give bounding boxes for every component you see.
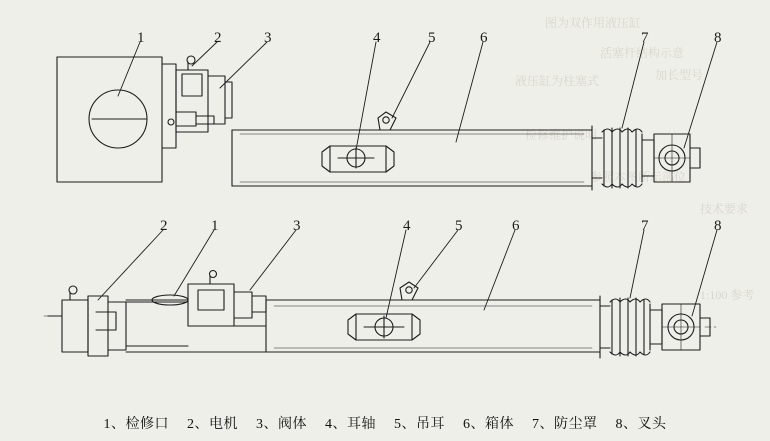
ghost-text-2: 液压缸为柱塞式 <box>515 74 600 88</box>
callout-side-view-1: 1 <box>211 218 219 234</box>
callout-top-view-2: 2 <box>214 30 222 46</box>
callout-top-view-7: 7 <box>641 30 649 46</box>
ghost-text-0: 图为双作用液压缸 <box>545 16 642 30</box>
legend-item-2: 2、电机 <box>187 417 238 432</box>
legend-item-1: 1、检修口 <box>103 417 169 432</box>
callout-side-view-4: 4 <box>403 218 411 234</box>
legend-item-5: 5、吊耳 <box>394 417 445 432</box>
legend <box>0 413 770 433</box>
callout-side-view-3: 3 <box>293 218 301 234</box>
legend-label-6: 、箱体 <box>470 417 514 432</box>
legend-item-4: 4、耳轴 <box>325 417 376 432</box>
legend-label-7: 、防尘罩 <box>539 417 598 432</box>
ghost-text-6: 技术要求 <box>700 202 749 216</box>
ghost-text-3: 加长型号 <box>655 68 704 82</box>
legend-item-6: 6、箱体 <box>463 417 514 432</box>
callout-side-view-5: 5 <box>455 218 463 234</box>
legend-item-8: 8、叉头 <box>615 417 667 432</box>
callout-side-view-8: 8 <box>714 218 722 234</box>
callout-top-view-5: 5 <box>428 30 436 46</box>
legend-label-3: 、阀体 <box>263 417 307 432</box>
legend-item-7: 7、防尘罩 <box>532 417 598 432</box>
legend-label-2: 、电机 <box>194 417 238 432</box>
legend-label-4: 、耳轴 <box>332 417 376 432</box>
legend-label-5: 、吊耳 <box>401 417 445 432</box>
ghost-text-1: 活塞杆结构示意 <box>600 46 685 60</box>
legend-label-1: 、检修口 <box>111 417 169 432</box>
callout-top-view-4: 4 <box>373 30 381 46</box>
callout-side-view-2: 2 <box>160 218 168 234</box>
callout-side-view-7: 7 <box>641 218 649 234</box>
ghost-text-7: 1:100 参考 <box>700 288 755 302</box>
ghost-text-4: 检修维护说明 <box>525 128 598 142</box>
callout-side-view-6: 6 <box>512 218 520 234</box>
legend-label-8: 、叉头 <box>623 417 667 432</box>
ghost-text-5: 参照本图所示部位 <box>590 170 687 184</box>
callout-top-view-3: 3 <box>264 30 272 46</box>
legend-item-3: 3、阀体 <box>256 417 307 432</box>
callout-top-view-6: 6 <box>480 30 488 46</box>
callout-top-view-1: 1 <box>137 30 145 46</box>
callout-top-view-8: 8 <box>714 30 722 46</box>
